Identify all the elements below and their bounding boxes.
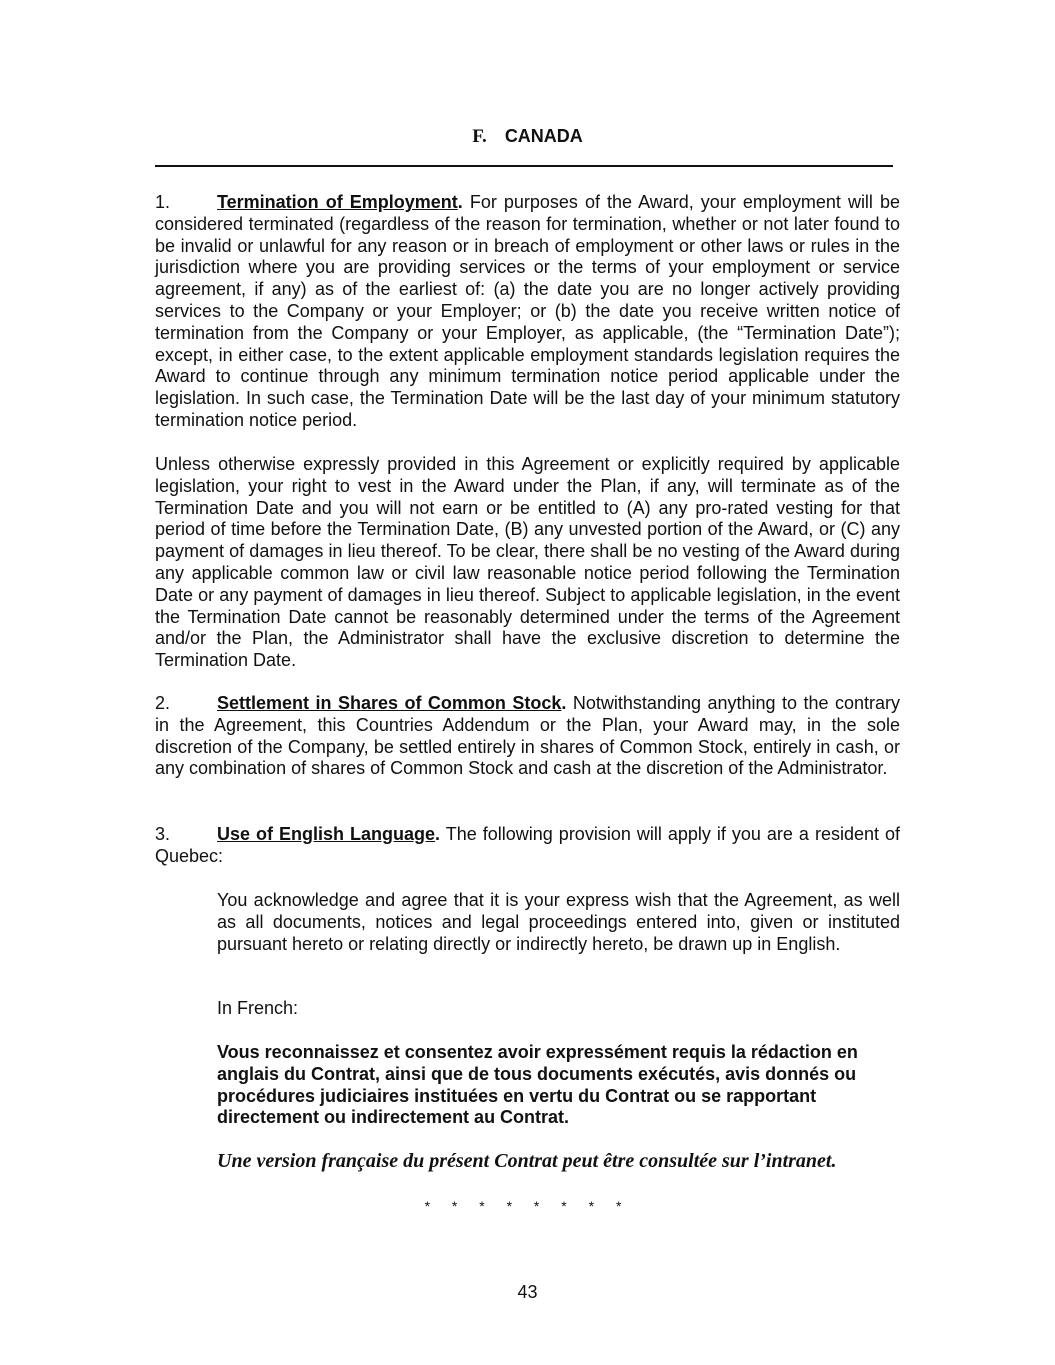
section-body: Unless otherwise expressly provided in this Agreement or explicitly required by applicable legislation, your right to vest in the Award under the Plan, if any, will terminate as of the Termination Date and you will not earn or be entitled to (A) any pro-rated vesting for that period of time before the Termination Date, (B) any unvested portion of the Award, or (C) any payment of damages in lieu thereof. To be clear, there shall be no vesting of the Award during any applicable common law or civil law reasonable notice period following the Termination Date or any payment of damages in lieu thereof. Subject to applicable legislation, in the event the Termination Date cannot be reasonably determined under the terms of the Agreement and/or the Plan, the Administrator shall have the exclusive discretion to determine the Termination Date.	[155, 454, 900, 671]
section-1-paragraph	[155, 192, 900, 432]
section-title: Termination of Employment	[217, 192, 458, 212]
section-number: 3.	[155, 824, 171, 844]
heading-letter: F.	[472, 126, 487, 147]
section-3-paragraph	[155, 824, 900, 868]
french-version-note: Une version française du présent Contrat peut être consultée sur l’intranet.	[217, 1150, 837, 1172]
section-title-punct: .	[435, 824, 441, 844]
section-2-paragraph	[155, 693, 900, 780]
section-body: The following provision will apply if you are a resident of Quebec:	[155, 824, 901, 866]
end-separator: * * * * * * * *	[424, 1198, 631, 1214]
section-title-punct: .	[457, 192, 463, 212]
heading-rule	[155, 165, 893, 167]
heading-country: CANADA	[504, 126, 583, 146]
in-french-label: In French:	[217, 998, 299, 1018]
section-title: Use of English Language	[217, 824, 436, 844]
section-1-paragraph-2	[155, 454, 900, 672]
section-number: 1.	[155, 192, 171, 212]
section-title: Settlement in Shares of Common Stock	[217, 693, 562, 713]
english-provision: You acknowledge and agree that it is your express wish that the Agreement, as well as all documents, notices and legal proceedings entered into, given or instituted pursuant hereto or relating directly or indirectly hereto, be drawn up in English.	[217, 890, 900, 954]
section-heading	[0, 125, 1055, 148]
page-number: 43	[517, 1282, 538, 1302]
section-body: For purposes of the Award, your employment will be considered terminated (regardless of the reason for termination, whether or not later found to be invalid or unlawful for any reason or in breach of employment or other laws or rules in the jurisdiction where you are providing services or the terms of your employment or service agreement, if any) as of the earliest of: (a) the date you are no longer actively providing services to the Company or your Employer; or (b) the date you receive written notice of termination from the Company or your Employer, as applicable, (the “Termination Date”); except, in either case, to the extent applicable employment standards legislation requires the Award to continue through any minimum termination notice period applicable under the legislation. In such case, the Termination Date will be the last day of your minimum statutory termination notice period.	[155, 192, 900, 430]
french-provision: Vous reconnaissez et consentez avoir expressément requis la rédaction en anglais du Contrat, ainsi que de tous documents exécutés, avis donnés ou procédures judiciaires instituées en vertu du Contrat ou se rapportant directement ou indirectement au Contrat.	[217, 1042, 858, 1128]
section-title-punct: .	[561, 693, 567, 713]
section-number: 2.	[155, 693, 171, 713]
section-body: Notwithstanding anything to the contrary in the Agreement, this Countries Addendum or the Plan, your Award may, in the sole discretion of the Company, be settled entirely in shares of Common Stock, entirely in cash, or any combination of shares of Common Stock and cash at the discretion of the Administrator.	[155, 693, 900, 779]
